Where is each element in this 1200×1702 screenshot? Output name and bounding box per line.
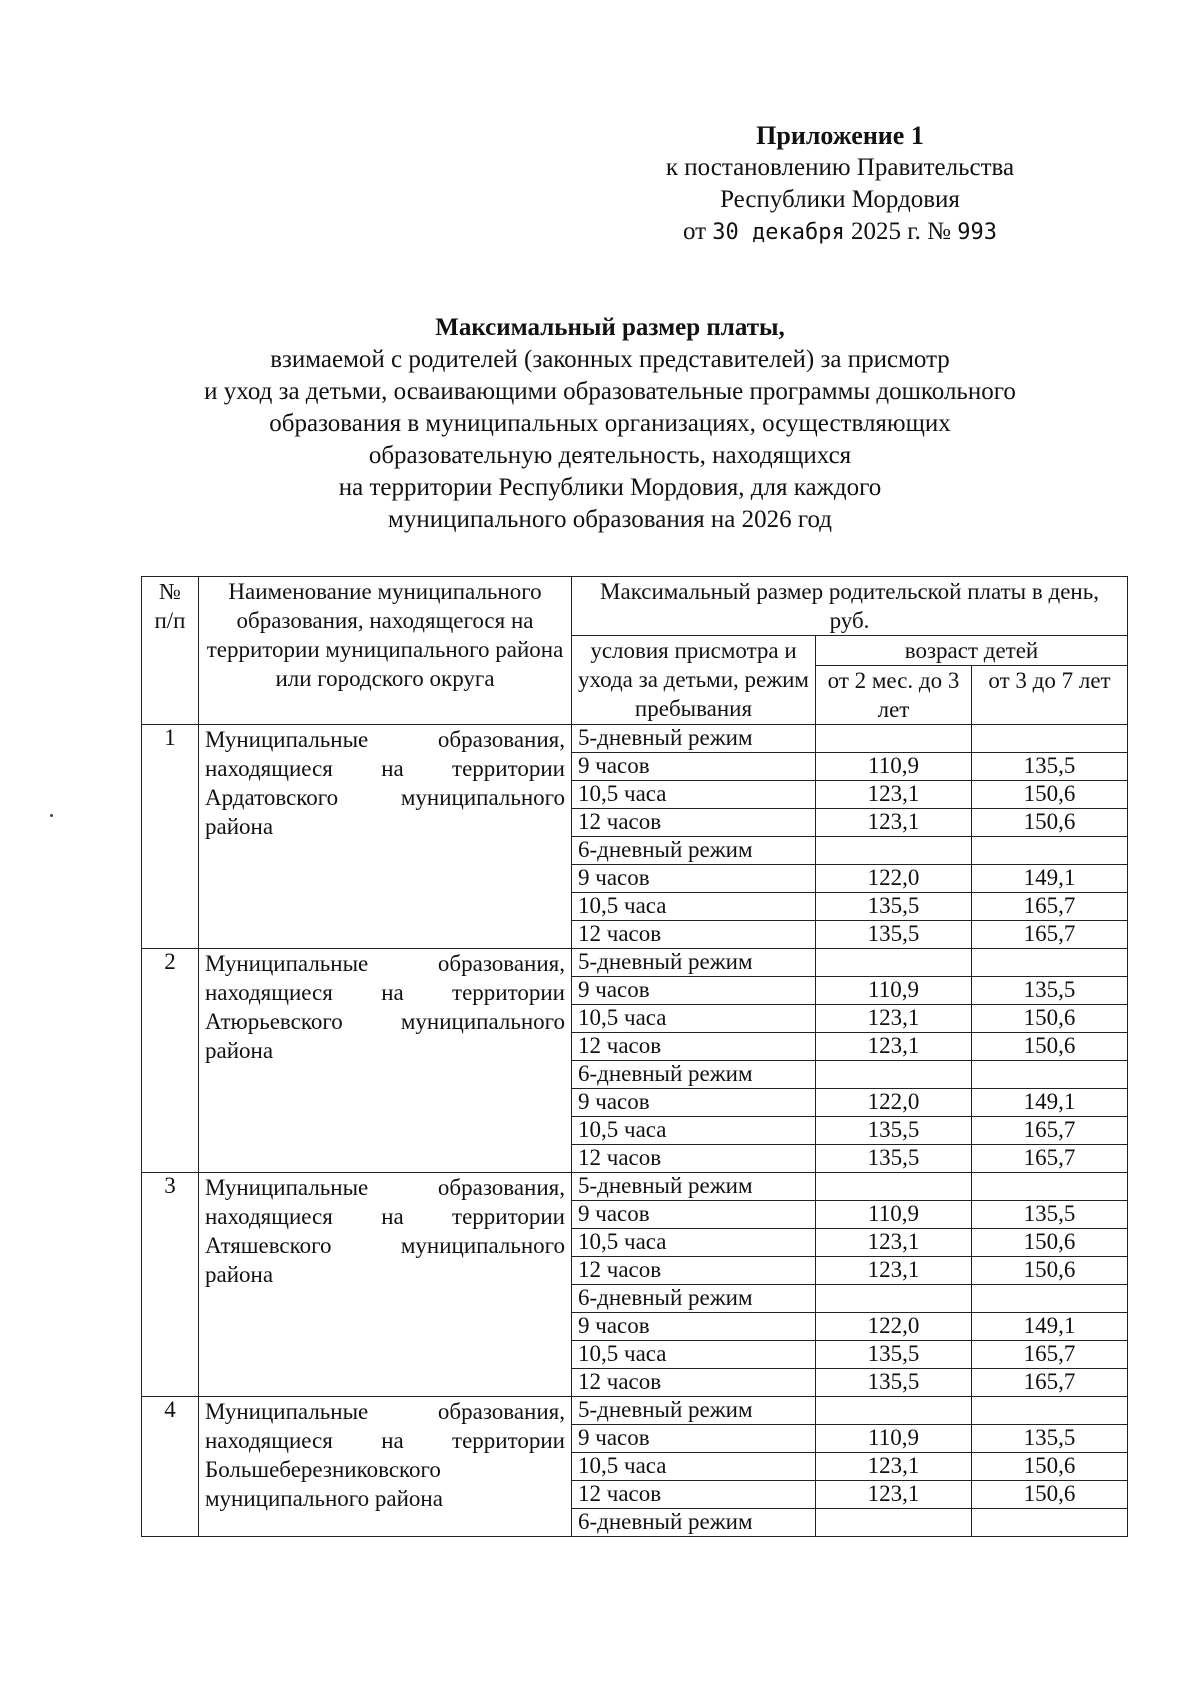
fee-age-2m-3y [816,1397,972,1425]
condition-cell: 5-дневный режим [572,949,816,977]
heading-line: муниципального образования на 2026 год [388,506,832,533]
condition-cell: 12 часов [572,921,816,949]
condition-cell: 9 часов [572,1201,816,1229]
fee-age-3-7y [972,1509,1128,1537]
condition-cell: 10,5 часа [572,781,816,809]
fee-age-3-7y: 149,1 [972,865,1128,893]
fee-age-2m-3y: 135,5 [816,1369,972,1397]
condition-cell: 10,5 часа [572,1453,816,1481]
fee-age-3-7y [972,1397,1128,1425]
fee-age-3-7y: 150,6 [972,1033,1128,1061]
document-heading [130,312,1090,536]
fee-table [141,576,1128,1537]
condition-cell: 12 часов [572,1257,816,1285]
header-num: № п/п [142,577,199,725]
fee-age-3-7y: 165,7 [972,1117,1128,1145]
heading-title: Максимальный размер платы, [435,314,785,341]
appendix-block [600,120,1080,249]
fee-age-3-7y: 165,7 [972,921,1128,949]
header-age-2: от 3 до 7 лет [972,666,1128,725]
fee-age-2m-3y: 123,1 [816,1005,972,1033]
header-max: Максимальный размер родительской платы в день, руб. [572,577,1128,636]
row-number: 1 [142,725,199,949]
fee-age-2m-3y: 123,1 [816,1257,972,1285]
fee-age-2m-3y: 110,9 [816,1425,972,1453]
condition-cell: 10,5 часа [572,1341,816,1369]
appendix-date-line [600,216,1080,249]
condition-cell: 6-дневный режим [572,1285,816,1313]
condition-cell: 9 часов [572,753,816,781]
condition-cell: 9 часов [572,1425,816,1453]
fee-age-2m-3y: 122,0 [816,865,972,893]
fee-age-2m-3y: 122,0 [816,1313,972,1341]
header-conditions: условия присмотра и ухода за детьми, режим пребывания [572,636,816,725]
row-number: 4 [142,1397,199,1537]
heading-line: и уход за детьми, осваивающими образовательные программы дошкольного [204,378,1016,405]
table-row [142,1173,1128,1201]
fee-age-2m-3y [816,1509,972,1537]
condition-cell: 12 часов [572,1369,816,1397]
table-header-row [142,577,1128,636]
fee-age-2m-3y [816,1285,972,1313]
condition-cell: 6-дневный режим [572,1061,816,1089]
appendix-line-1: к постановлению Правительства [665,154,1015,181]
appendix-number: 993 [957,220,998,245]
municipality-name: Муниципальные образования, находящиеся на территории Ардатовского муниципального района [199,725,572,949]
condition-cell: 6-дневный режим [572,837,816,865]
condition-cell: 10,5 часа [572,1005,816,1033]
condition-cell: 9 часов [572,1313,816,1341]
condition-cell: 12 часов [572,1145,816,1173]
fee-age-2m-3y: 123,1 [816,1453,972,1481]
condition-cell: 10,5 часа [572,893,816,921]
municipality-name: Муниципальные образования, находящиеся на территории Атюрьевского муниципального района [199,949,572,1173]
header-age-1: от 2 мес. до 3 лет [816,666,972,725]
fee-age-2m-3y: 123,1 [816,809,972,837]
fee-age-3-7y [972,949,1128,977]
condition-cell: 10,5 часа [572,1229,816,1257]
header-name: Наименование муниципального образования, находящегося на территории муниципального района или городского округа [199,577,572,725]
fee-age-2m-3y [816,1173,972,1201]
fee-age-2m-3y: 123,1 [816,1229,972,1257]
condition-cell: 9 часов [572,1089,816,1117]
condition-cell: 12 часов [572,809,816,837]
fee-age-2m-3y [816,837,972,865]
table-row [142,1397,1128,1425]
fee-age-2m-3y: 123,1 [816,781,972,809]
fee-age-2m-3y: 135,5 [816,1341,972,1369]
appendix-prefix: от [682,218,707,245]
condition-cell: 10,5 часа [572,1117,816,1145]
fee-age-2m-3y: 110,9 [816,977,972,1005]
fee-age-3-7y: 150,6 [972,781,1128,809]
condition-cell: 5-дневный режим [572,725,816,753]
fee-age-3-7y: 135,5 [972,1425,1128,1453]
table-row [142,725,1128,753]
appendix-line-2: Республики Мордовия [720,186,960,213]
fee-age-3-7y [972,1173,1128,1201]
heading-line: взимаемой с родителей (законных представителей) за присмотр [270,346,950,373]
condition-cell: 5-дневный режим [572,1173,816,1201]
fee-age-3-7y: 165,7 [972,1369,1128,1397]
fee-age-2m-3y: 135,5 [816,1117,972,1145]
condition-cell: 9 часов [572,977,816,1005]
row-number: 3 [142,1173,199,1397]
municipality-name: Муниципальные образования, находящиеся на территории Большеберезниковского муниципального района [199,1397,572,1537]
fee-age-2m-3y [816,1061,972,1089]
fee-age-2m-3y: 123,1 [816,1033,972,1061]
table-body [142,725,1128,1537]
fee-age-2m-3y: 110,9 [816,1201,972,1229]
header-age: возраст детей [816,636,1128,666]
appendix-year: 2025 г. № [851,218,952,245]
scan-speck [50,814,53,817]
fee-age-3-7y [972,1285,1128,1313]
municipality-name: Муниципальные образования, находящиеся на территории Атяшевского муниципального района [199,1173,572,1397]
fee-age-2m-3y: 135,5 [816,1145,972,1173]
appendix-title: Приложение 1 [756,121,924,150]
fee-age-3-7y: 135,5 [972,1201,1128,1229]
condition-cell: 9 часов [572,865,816,893]
condition-cell: 6-дневный режим [572,1509,816,1537]
fee-age-3-7y: 150,6 [972,1257,1128,1285]
fee-age-3-7y: 135,5 [972,753,1128,781]
fee-age-2m-3y [816,949,972,977]
fee-age-3-7y: 149,1 [972,1089,1128,1117]
fee-age-3-7y: 165,7 [972,893,1128,921]
fee-age-3-7y [972,1061,1128,1089]
fee-age-3-7y: 149,1 [972,1313,1128,1341]
fee-age-3-7y: 165,7 [972,1341,1128,1369]
fee-age-2m-3y: 123,1 [816,1481,972,1509]
condition-cell: 12 часов [572,1481,816,1509]
fee-age-3-7y: 150,6 [972,1481,1128,1509]
fee-age-3-7y: 135,5 [972,977,1128,1005]
fee-age-2m-3y: 135,5 [816,893,972,921]
fee-age-3-7y: 150,6 [972,1453,1128,1481]
heading-line: на территории Республики Мордовия, для каждого [338,474,882,501]
fee-age-3-7y: 150,6 [972,1229,1128,1257]
fee-age-2m-3y [816,725,972,753]
heading-line: образования в муниципальных организациях, осуществляющих [269,410,951,437]
heading-line: образовательную деятельность, находящихся [368,442,852,469]
fee-age-2m-3y: 122,0 [816,1089,972,1117]
appendix-date: 30 декабря [712,220,845,245]
fee-age-3-7y [972,837,1128,865]
fee-age-2m-3y: 135,5 [816,921,972,949]
condition-cell: 5-дневный режим [572,1397,816,1425]
fee-age-3-7y [972,725,1128,753]
fee-age-3-7y: 165,7 [972,1145,1128,1173]
fee-age-3-7y: 150,6 [972,1005,1128,1033]
row-number: 2 [142,949,199,1173]
fee-age-3-7y: 150,6 [972,809,1128,837]
condition-cell: 12 часов [572,1033,816,1061]
table-row [142,949,1128,977]
fee-age-2m-3y: 110,9 [816,753,972,781]
